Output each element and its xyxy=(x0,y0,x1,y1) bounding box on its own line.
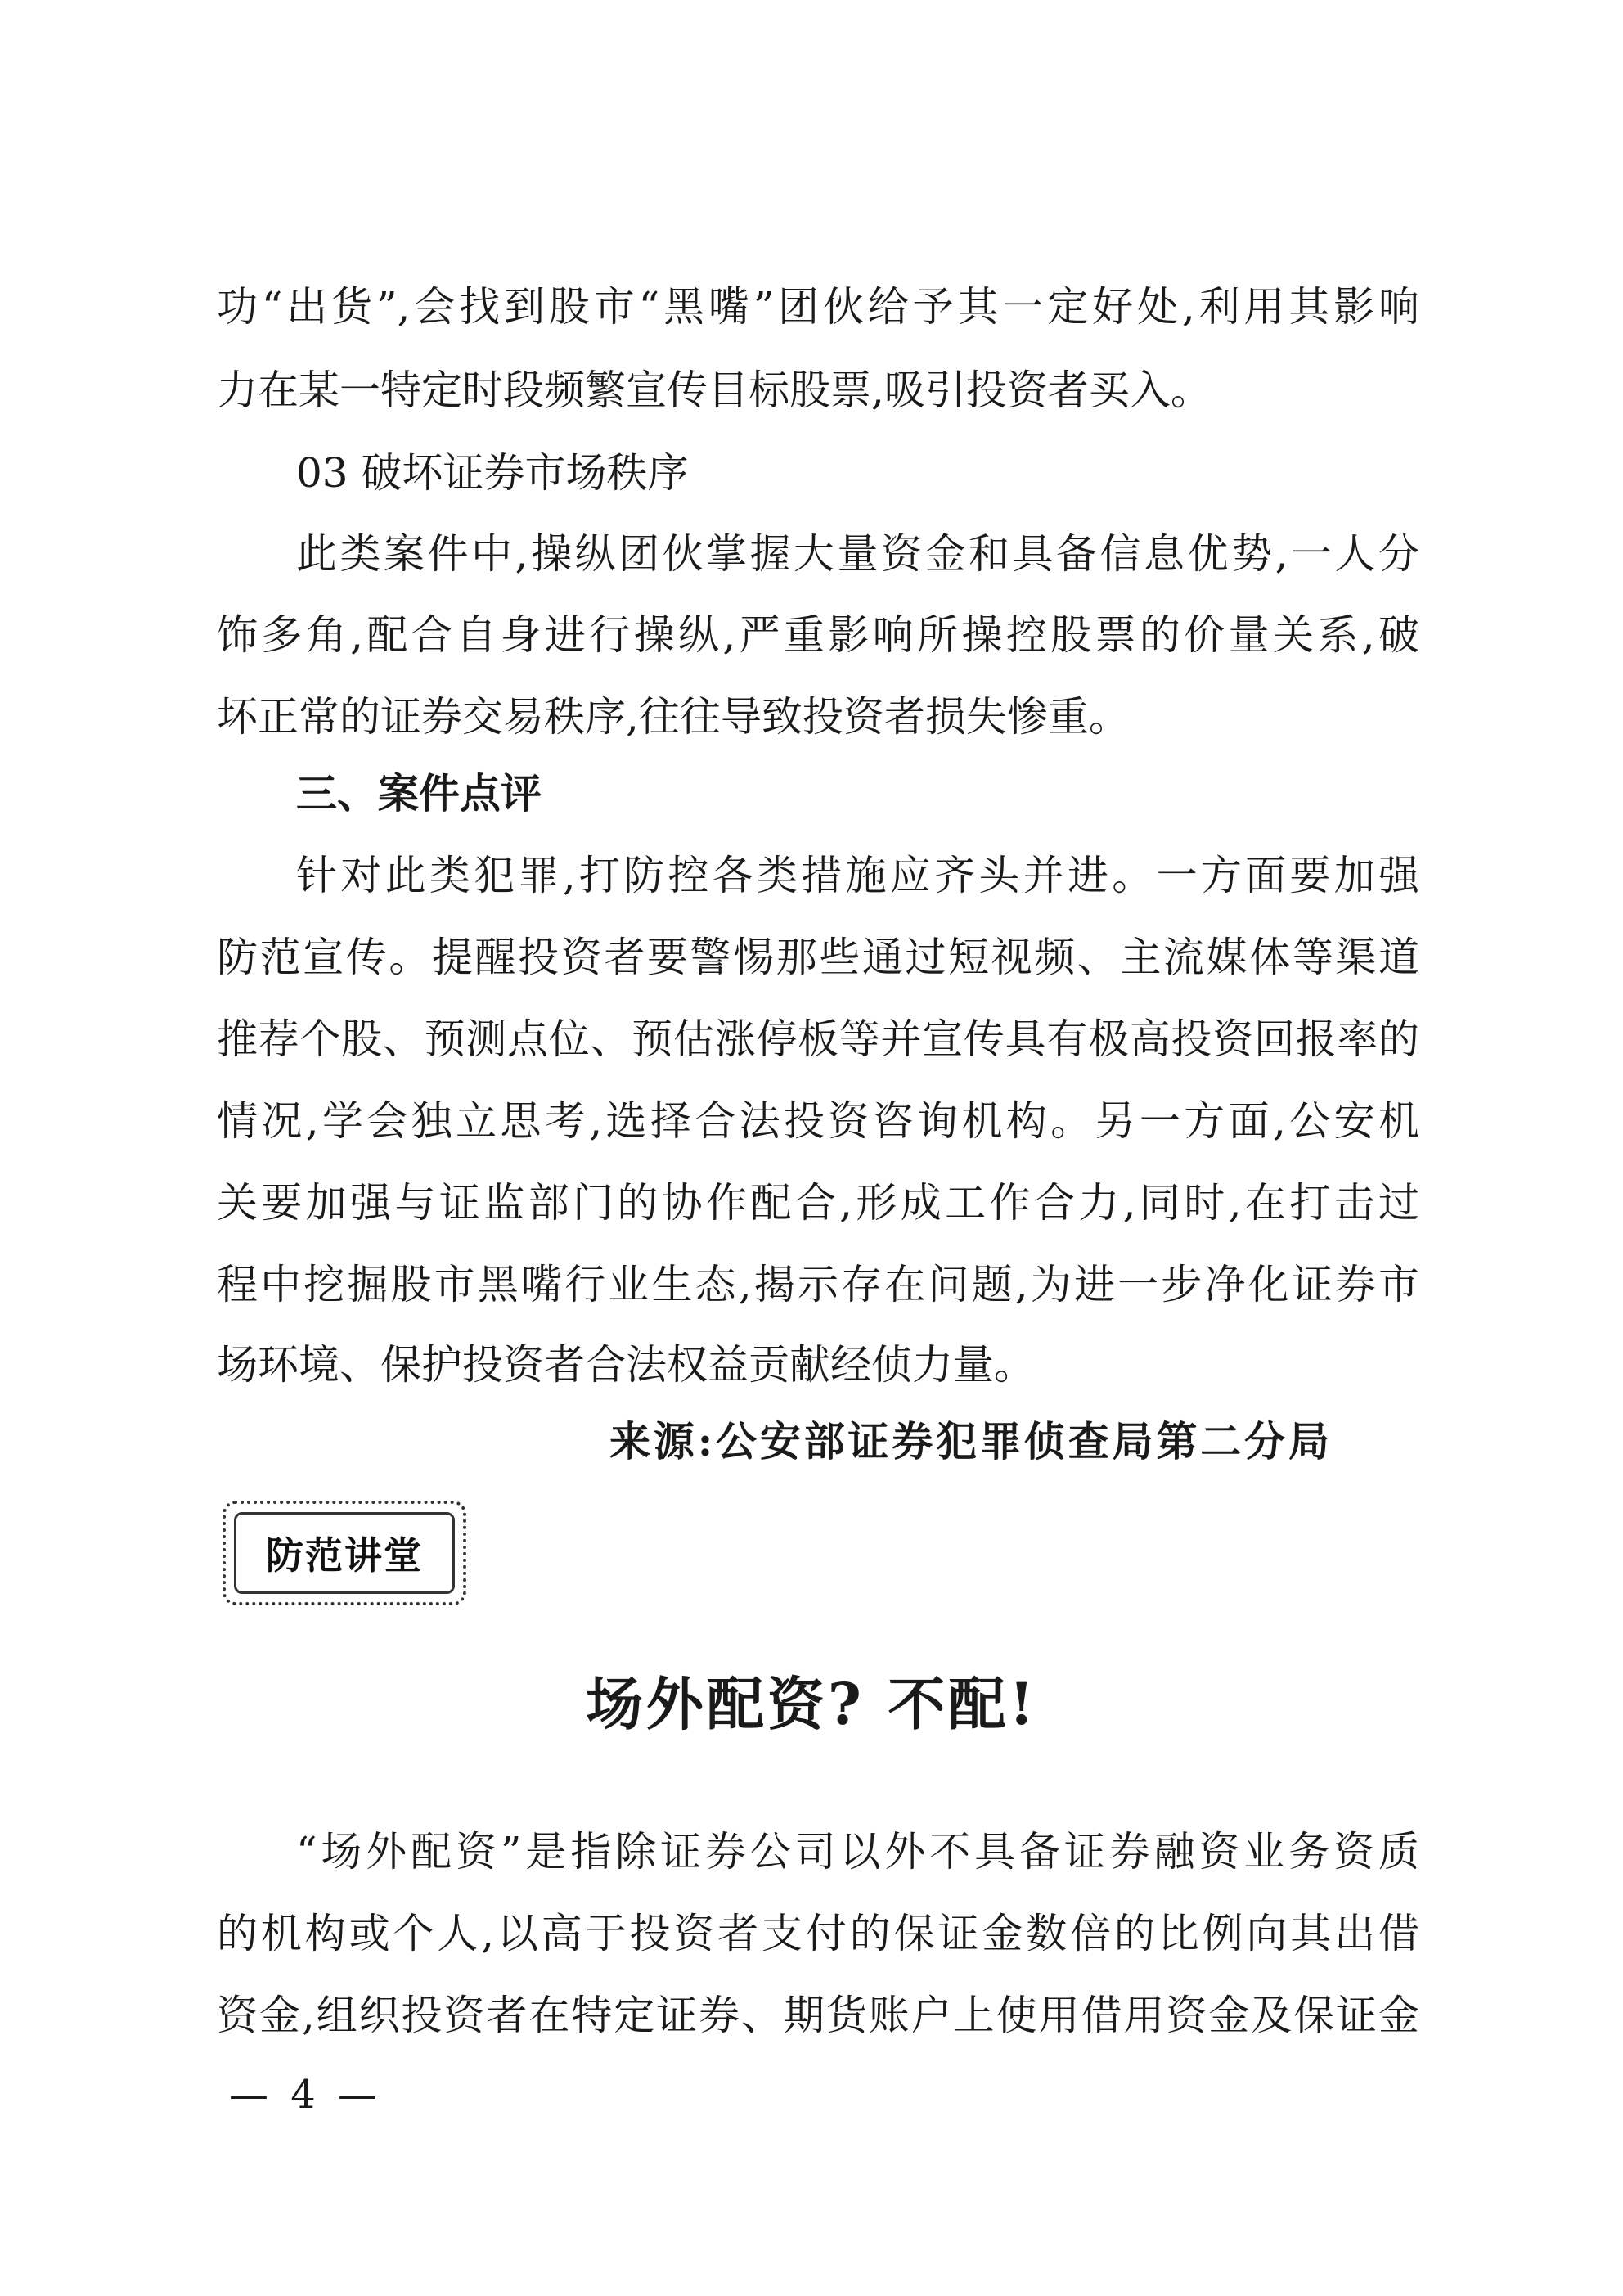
body-text-line: 关要加强与证监部门的协作配合,形成工作合力,同时,在打击过 xyxy=(217,1179,1419,1227)
body-text-line: 的机构或个人,以高于投资者支付的保证金数倍的比例向其出借 xyxy=(217,1910,1419,1957)
body-text-line: 情况,学会独立思考,选择合法投资咨询机构。另一方面,公安机 xyxy=(217,1097,1419,1145)
body-text-line: 防范宣传。提醒投资者要警惕那些通过短视频、主流媒体等渠道 xyxy=(217,934,1419,981)
body-text-line: 程中挖掘股市黑嘴行业生态,揭示存在问题,为进一步净化证券市 xyxy=(217,1261,1419,1308)
section-heading: 三、案件点评 xyxy=(296,770,542,817)
article-title: 场外配资? 不配! xyxy=(585,1670,1038,1738)
body-text-line: 资金,组织投资者在特定证券、期货账户上使用借用资金及保证金 xyxy=(217,1992,1419,2039)
body-text-line: 推荐个股、预测点位、预估涨停板等并宣传具有极高投资回报率的 xyxy=(217,1015,1419,1063)
body-text-line: 功“出货”,会找到股市“黑嘴”团伙给予其一定好处,利用其影响 xyxy=(217,283,1419,331)
body-text-line: 坏正常的证券交易秩序,往往导致投资者损失惨重。 xyxy=(217,693,1130,741)
body-text-line: “场外配资”是指除证券公司以外不具备证券融资业务资质 xyxy=(296,1828,1419,1875)
body-text-line: 场环境、保护投资者合法权益贡献经侦力量。 xyxy=(217,1341,1035,1389)
section-badge xyxy=(223,1501,466,1605)
badge-label: 防范讲堂 xyxy=(266,1533,423,1578)
source-attribution: 来源:公安部证券犯罪侦查局第二分局 xyxy=(609,1417,1329,1465)
body-text-line: 针对此类犯罪,打防控各类措施应齐头并进。一方面要加强 xyxy=(296,852,1419,899)
page-number: — 4 — xyxy=(229,2072,383,2118)
subheading: 03 破坏证券市场秩序 xyxy=(296,449,689,497)
body-text-line: 力在某一特定时段频繁宣传目标股票,吸引投资者买入。 xyxy=(217,367,1212,414)
body-text-line: 饰多角,配合自身进行操纵,严重影响所操控股票的价量关系,破 xyxy=(217,611,1419,659)
body-text-line: 此类案件中,操纵团伙掌握大量资金和具备信息优势,一人分 xyxy=(296,530,1419,578)
